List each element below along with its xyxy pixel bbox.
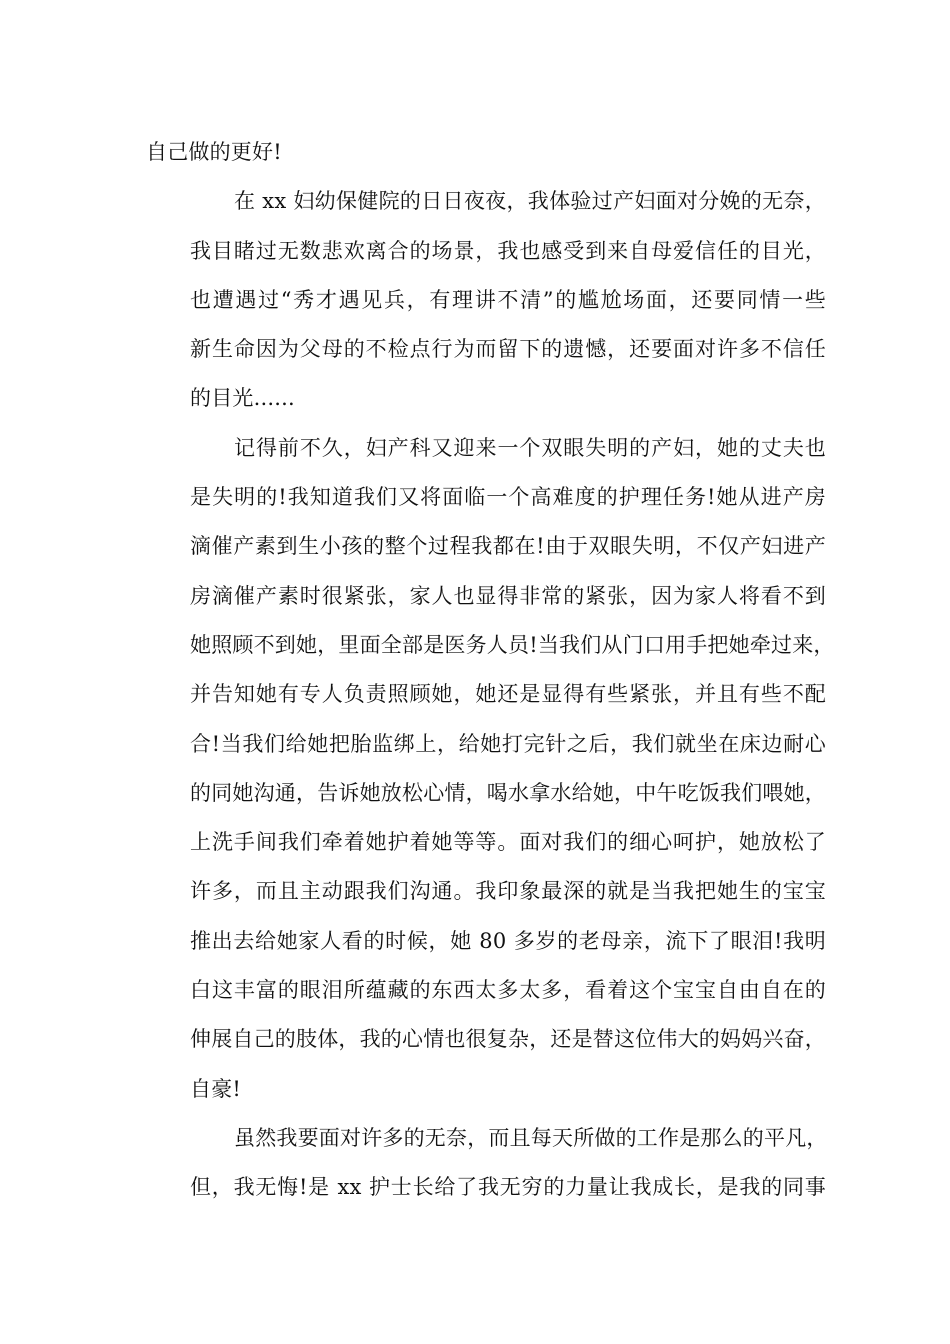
text-line: 房滴催产素时很紧张，家人也显得非常的紧张，因为家人将看不到 (190, 583, 826, 608)
text-line: 自己做的更好! (146, 140, 282, 164)
text-line: 许多，而且主动跟我们沟通。我印象最深的就是当我把她生的宝宝 (190, 879, 826, 904)
text-line: 白这丰富的眼泪所蕴藏的东西太多太多，看着这个宝宝自由自在的 (190, 978, 826, 1003)
text-line: 的同她沟通，告诉她放松心情，喝水拿水给她，中午吃饭我们喂她， (190, 780, 826, 805)
document-body (146, 128, 835, 1213)
paragraph-3 (146, 424, 835, 1114)
text-line: 的目光...... (190, 386, 295, 411)
text-line: 伸展自己的肢体，我的心情也很复杂，还是替这位伟大的妈妈兴奋， (190, 1027, 826, 1052)
paragraph-1 (146, 128, 826, 177)
text-line: 自豪! (190, 1076, 242, 1101)
text-line: 推出去给她家人看的时候，她 80 多岁的老母亲，流下了眼泪!我明 (190, 928, 826, 953)
text-line: 但，我无悔!是 xx 护士长给了我无穷的力量让我成长，是我的同事 (190, 1175, 826, 1200)
text-line: 是失明的!我知道我们又将面临一个高难度的护理任务!她从进产房 (190, 485, 826, 510)
text-line: 并告知她有专人负责照顾她，她还是显得有些紧张，并且有些不配 (190, 682, 826, 707)
text-line: 新生命因为父母的不检点行为而留下的遗憾，还要面对许多不信任 (190, 337, 826, 362)
text-line: 她照顾不到她，里面全部是医务人员!当我们从门口用手把她牵过来， (190, 632, 835, 657)
text-line: 我目睹过无数悲欢离合的场景，我也感受到来自母爱信任的目光， (190, 238, 826, 263)
text-line: 上洗手间我们牵着她护着她等等。面对我们的细心呵护，她放松了 (190, 830, 826, 855)
paragraph-4 (146, 1114, 826, 1213)
text-line: 合!当我们给她把胎监绑上，给她打完针之后，我们就坐在床边耐心 (190, 731, 826, 756)
text-line: 虽然我要面对许多的无奈，而且每天所做的工作是那么的平凡， (234, 1125, 828, 1150)
text-line: 记得前不久，妇产科又迎来一个双眼失明的产妇，她的丈夫也 (234, 435, 826, 460)
text-line: 滴催产素到生小孩的整个过程我都在!由于双眼失明，不仅产妇进产 (190, 534, 826, 559)
text-line: 在 xx 妇幼保健院的日日夜夜，我体验过产妇面对分娩的无奈， (234, 189, 826, 214)
paragraph-2 (146, 177, 826, 423)
text-line: 也遭遇过“秀才遇见兵，有理讲不清”的尴尬场面，还要同情一些 (190, 287, 826, 312)
